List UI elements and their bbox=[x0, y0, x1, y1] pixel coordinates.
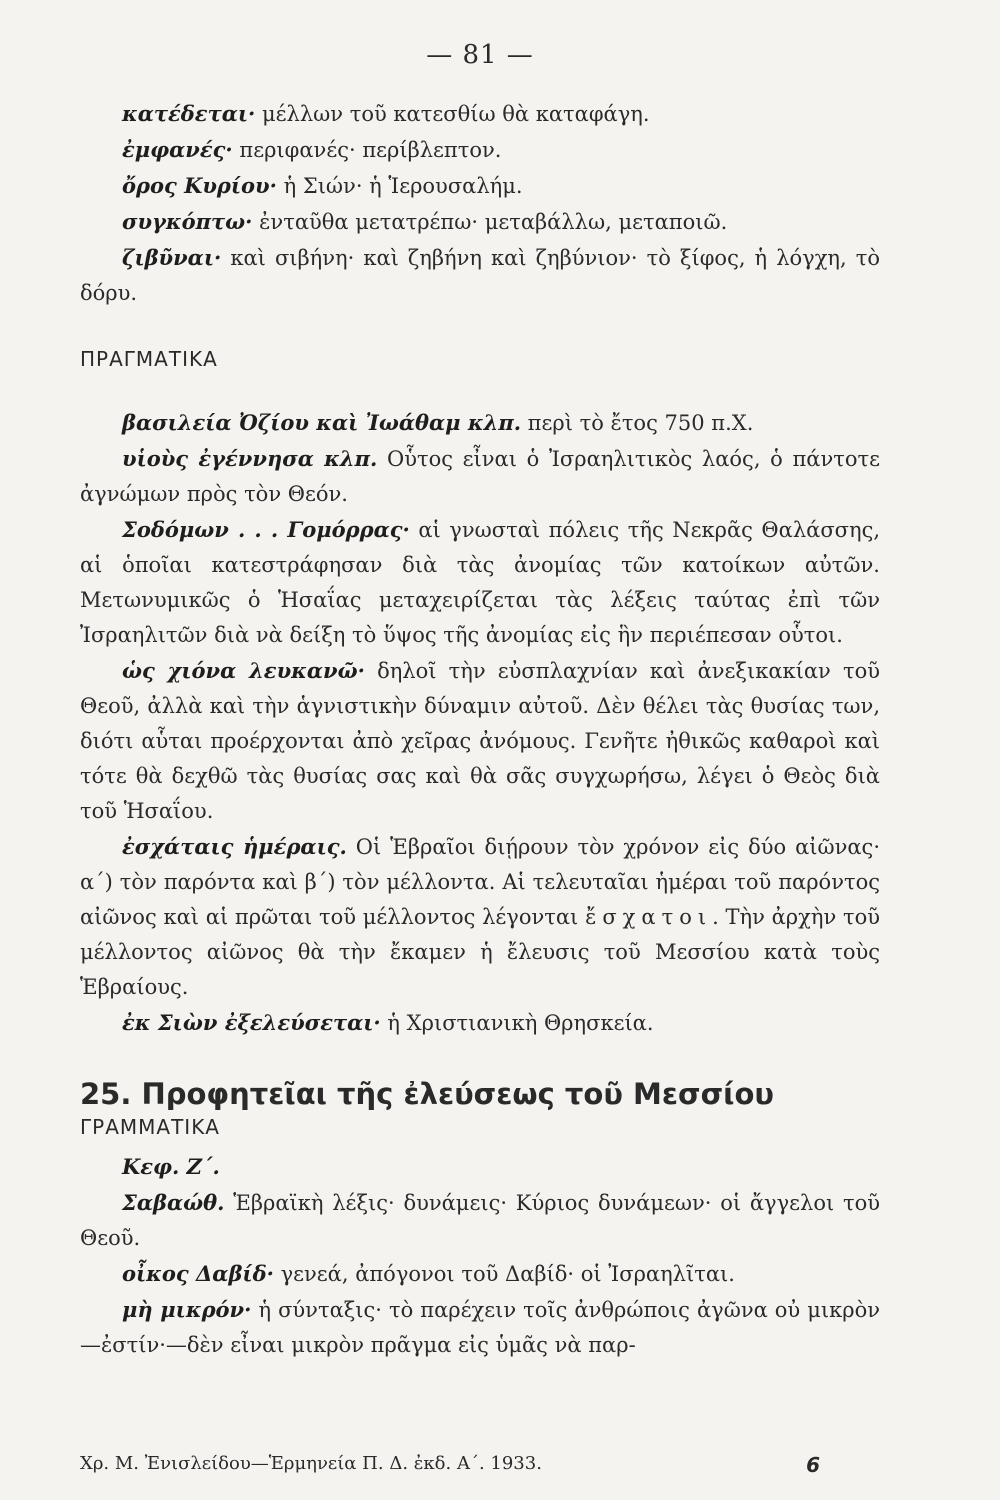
chapter-label bbox=[80, 1149, 880, 1185]
lemma: Σοδόμων . . . Γομόρρας· bbox=[122, 517, 410, 542]
entry-text: γενεά, ἀπόγονοι τοῦ Δαβίδ· οἱ Ἰσραηλῖται. bbox=[273, 1262, 735, 1286]
entry-text: καὶ σιβήνη· καὶ ζηβήνη καὶ ζηβύνιον· τὸ ξίφος, ἡ λόγχη, τὸ δόρυ. bbox=[80, 246, 880, 305]
page-number: — 81 — bbox=[426, 40, 534, 70]
entry-text: ἐνταῦθα μετατρέπω· μεταβάλλω, μεταποιῶ. bbox=[252, 210, 728, 234]
entry-text: μέλλων τοῦ κατεσθίω θὰ καταφάγη. bbox=[255, 102, 650, 126]
entry-hos-chiona bbox=[80, 653, 880, 829]
lemma: ὄρος Κυρίου· bbox=[122, 173, 277, 198]
entry-basileia bbox=[80, 405, 880, 441]
section-title-grammatika: ΓΡΑΜΜΑΤΙΚΑ bbox=[80, 1115, 220, 1139]
entry-katedetai bbox=[80, 96, 880, 132]
lemma: βασιλεία Ὀζίου καὶ Ἰωάθαμ κλπ. bbox=[122, 410, 521, 435]
chapter-ref: Κεφ. Ζ΄. bbox=[122, 1154, 220, 1179]
entry-text-tail: . Τὴν ἀρχὴν τοῦ μέλλοντος αἰῶνος θὰ τὴν ἔκαμεν ἡ ἔλευσις τοῦ Μεσσίου κατὰ τοὺς Ἑβραίους. bbox=[80, 905, 881, 999]
entry-zibynai bbox=[80, 240, 880, 311]
entry-text: ἡ σύνταξις· τὸ παρέχειν τοῖς ἀνθρώποις ἀγῶνα οὐ μικρὸν—ἐστίν·—δὲν εἶναι μικρὸν πρᾶγμα εἰς ὑμᾶς νὰ παρ- bbox=[80, 1298, 880, 1357]
entry-yious bbox=[80, 441, 880, 512]
entry-oikos-dabid bbox=[80, 1256, 880, 1292]
lemma: συγκόπτω· bbox=[122, 209, 253, 234]
document-page bbox=[80, 40, 880, 1363]
lemma: ὡς χιόνα λευκανῶ· bbox=[122, 658, 365, 683]
lemma: Σαβαώθ. bbox=[122, 1190, 225, 1215]
entry-ek-sion bbox=[80, 1005, 880, 1041]
entry-oros-kyriou bbox=[80, 168, 880, 204]
spaced-word: ἔσχατοι bbox=[585, 905, 713, 929]
page-footer bbox=[80, 1453, 820, 1477]
lemma: υἱοὺς ἐγέννησα κλπ. bbox=[122, 446, 378, 471]
entry-text: δηλοῖ τὴν εὐσπλαχνίαν καὶ ἀνεξικακίαν τοῦ Θεοῦ, ἀλλὰ καὶ τὴν ἁγνιστικὴν δύναμιν αὐτοῦ. Δὲν θέλει τὰς θυσίας των, διότι αὗται προέρχονται ἀπὸ χεῖρας ἀνόμους. Γενῆτε ἠθικῶς καθαροὶ καὶ τότε θὰ δεχθῶ τὰς θυσίας σας καὶ θὰ σᾶς συγχωρήσω, λέγει ὁ Θεὸς διὰ τοῦ Ἡσαΐου. bbox=[80, 659, 880, 823]
entry-text: ἡ Σιών· ἡ Ἱερουσαλήμ. bbox=[276, 174, 523, 198]
lemma: ἐμφανές· bbox=[122, 137, 233, 162]
entry-sabaoth bbox=[80, 1185, 880, 1256]
lemma: ἐκ Σιὼν ἐξελεύσεται· bbox=[122, 1010, 381, 1035]
signature-mark: 6 bbox=[806, 1453, 820, 1477]
lemma: οἶκος Δαβίδ· bbox=[122, 1261, 274, 1286]
lemma: ζιβῦναι· bbox=[122, 245, 222, 270]
entry-text: Οἱ Ἑβραῖοι διῄρουν τὸν χρόνον εἰς δύο αἰῶνας· α΄) τὸν παρόντα καὶ β΄) τὸν μέλλοντα. Αἱ τελευταῖαι ἡμέραι τοῦ παρόντος αἰῶνος καὶ αἱ πρῶται τοῦ μέλλοντος λέγονται bbox=[80, 835, 880, 929]
lemma: μὴ μικρόν· bbox=[122, 1297, 252, 1322]
entry-me-mikron bbox=[80, 1292, 880, 1363]
footer-citation: Χρ. Μ. Ἐνισλείδου—Ἑρμηνεία Π. Δ. ἐκδ. Α΄. 1933. bbox=[80, 1453, 542, 1474]
entry-eschatais bbox=[80, 829, 880, 1005]
entry-synkopto bbox=[80, 204, 880, 240]
chapter-heading: 25. Προφητεῖαι τῆς ἐλεύσεως τοῦ Μεσσίου bbox=[80, 1077, 774, 1111]
lemma: ἐσχάταις ἡμέραις. bbox=[122, 834, 347, 859]
entry-text: Ἑβραϊκὴ λέξις· δυνάμεις· Κύριος δυνάμεων· οἱ ἄγγελοι τοῦ Θεοῦ. bbox=[80, 1191, 880, 1250]
entry-sodomon bbox=[80, 512, 880, 653]
entry-text: περὶ τὸ ἔτος 750 π.Χ. bbox=[521, 411, 754, 435]
entry-text: Οὗτος εἶναι ὁ Ἰσραηλιτικὸς λαός, ὁ πάντοτε ἀγνώμων πρὸς τὸν Θεόν. bbox=[80, 447, 880, 506]
entry-emfanes bbox=[80, 132, 880, 168]
lemma: κατέδεται· bbox=[122, 101, 256, 126]
section-title-pragmatika: ΠΡΑΓΜΑΤΙΚΑ bbox=[80, 347, 218, 371]
entry-text: αἱ γνωσταὶ πόλεις τῆς Νεκρᾶς Θαλάσσης, αἱ ὁποῖαι κατεστράφησαν διὰ τὰς ἀνομίας τῶν κατοίκων αὐτῶν. Μετωνυμικῶς ὁ Ἡσαΐας μεταχειρίζεται τὰς λέξεις ταύτας ἐπὶ τῶν Ἰσραηλιτῶν διὰ νὰ δείξη τὸ ὕψος τῆς ἀνομίας εἰς ἣν περιέπεσαν οὗτοι. bbox=[80, 518, 881, 647]
entry-text: ἡ Χριστιανικὴ Θρησκεία. bbox=[380, 1011, 654, 1035]
entry-text: περιφανές· περίβλεπτον. bbox=[232, 138, 502, 162]
